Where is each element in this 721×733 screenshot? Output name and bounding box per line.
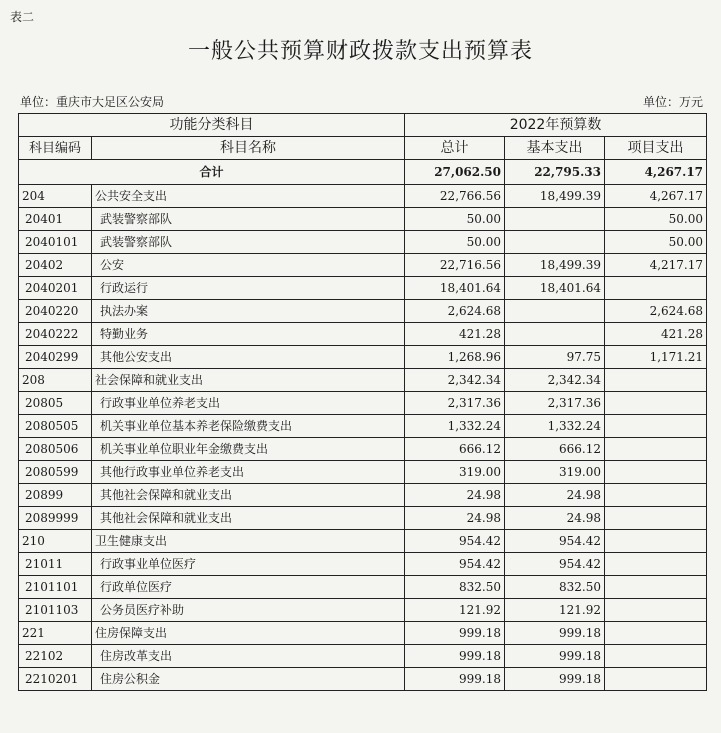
subject-code-cell: 2040222: [19, 323, 92, 346]
subject-name-cell: 社会保障和就业支出: [92, 369, 405, 392]
basic-expenditure-cell: 954.42: [505, 530, 605, 553]
project-expenditure-cell: [605, 461, 707, 484]
total-basic: 22,795.33: [505, 160, 605, 185]
basic-expenditure-cell: 999.18: [505, 622, 605, 645]
total-cell: 999.18: [405, 668, 505, 691]
subject-code-cell: 204: [19, 185, 92, 208]
project-expenditure-cell: [605, 438, 707, 461]
subject-code-cell: 20402: [19, 254, 92, 277]
basic-expenditure-cell: 954.42: [505, 553, 605, 576]
basic-expenditure-cell: 2,317.36: [505, 392, 605, 415]
subject-code-cell: 2101101: [19, 576, 92, 599]
total-label: 合计: [19, 160, 405, 185]
subject-name-cell: 特勤业务: [92, 323, 405, 346]
basic-expenditure-cell: 18,499.39: [505, 254, 605, 277]
table-row: [19, 323, 707, 346]
total-cell: 50.00: [405, 208, 505, 231]
project-expenditure-cell: [605, 277, 707, 300]
header-project-expenditure: 项目支出: [605, 137, 707, 160]
basic-expenditure-cell: [505, 300, 605, 323]
subject-name-cell: 其他社会保障和就业支出: [92, 507, 405, 530]
subject-name-cell: 住房公积金: [92, 668, 405, 691]
subject-code-cell: 2210201: [19, 668, 92, 691]
project-expenditure-cell: 50.00: [605, 231, 707, 254]
subject-name-cell: 公务员医疗补助: [92, 599, 405, 622]
basic-expenditure-cell: 18,401.64: [505, 277, 605, 300]
table-row: [19, 369, 707, 392]
table-row: [19, 300, 707, 323]
subject-name-cell: 其他公安支出: [92, 346, 405, 369]
subject-name-cell: 武装警察部队: [92, 208, 405, 231]
project-expenditure-cell: 2,624.68: [605, 300, 707, 323]
total-cell: 50.00: [405, 231, 505, 254]
basic-expenditure-cell: 832.50: [505, 576, 605, 599]
project-expenditure-cell: 50.00: [605, 208, 707, 231]
total-cell: 954.42: [405, 553, 505, 576]
table-row: [19, 530, 707, 553]
table-row: [19, 185, 707, 208]
project-expenditure-cell: [605, 622, 707, 645]
total-cell: 999.18: [405, 622, 505, 645]
basic-expenditure-cell: 121.92: [505, 599, 605, 622]
subject-code-cell: 2040201: [19, 277, 92, 300]
basic-expenditure-cell: 2,342.34: [505, 369, 605, 392]
subject-code-cell: 2080506: [19, 438, 92, 461]
project-expenditure-cell: 1,171.21: [605, 346, 707, 369]
table-row: [19, 553, 707, 576]
project-expenditure-cell: [605, 576, 707, 599]
subject-code-cell: 2040101: [19, 231, 92, 254]
subject-name-cell: 其他社会保障和就业支出: [92, 484, 405, 507]
subject-code-cell: 208: [19, 369, 92, 392]
subject-code-cell: 2040299: [19, 346, 92, 369]
header-subject-code: 科目编码: [19, 137, 92, 160]
basic-expenditure-cell: [505, 323, 605, 346]
subject-code-cell: 210: [19, 530, 92, 553]
header-basic-expenditure: 基本支出: [505, 137, 605, 160]
table-row: [19, 438, 707, 461]
total-cell: 2,342.34: [405, 369, 505, 392]
table-row: [19, 576, 707, 599]
unit-organization: 单位：重庆市大足区公安局: [20, 95, 165, 109]
project-expenditure-cell: [605, 599, 707, 622]
subject-code-cell: 2080505: [19, 415, 92, 438]
table-row: [19, 622, 707, 645]
subject-code-cell: 20401: [19, 208, 92, 231]
header-row-group: [19, 114, 707, 137]
total-cell: 22,766.56: [405, 185, 505, 208]
header-row-columns: [19, 137, 707, 160]
subject-code-cell: 20805: [19, 392, 92, 415]
table-tag: 表二: [10, 10, 35, 24]
total-cell: 22,716.56: [405, 254, 505, 277]
project-expenditure-cell: [605, 530, 707, 553]
basic-expenditure-cell: 24.98: [505, 484, 605, 507]
subject-code-cell: 2101103: [19, 599, 92, 622]
table-row: [19, 668, 707, 691]
subject-name-cell: 机关事业单位基本养老保险缴费支出: [92, 415, 405, 438]
table-row: [19, 277, 707, 300]
table-row: [19, 461, 707, 484]
basic-expenditure-cell: 319.00: [505, 461, 605, 484]
subject-name-cell: 住房保障支出: [92, 622, 405, 645]
table-row: [19, 231, 707, 254]
subject-code-cell: 2040220: [19, 300, 92, 323]
total-row: [19, 160, 707, 185]
subject-name-cell: 其他行政事业单位养老支出: [92, 461, 405, 484]
project-expenditure-cell: [605, 392, 707, 415]
table-row: [19, 599, 707, 622]
total-cell: 666.12: [405, 438, 505, 461]
total-cell: 24.98: [405, 507, 505, 530]
total-cell: 1,332.24: [405, 415, 505, 438]
table-row: [19, 392, 707, 415]
project-expenditure-cell: [605, 553, 707, 576]
total-project: 4,267.17: [605, 160, 707, 185]
project-expenditure-cell: [605, 484, 707, 507]
subject-name-cell: 机关事业单位职业年金缴费支出: [92, 438, 405, 461]
table-row: [19, 208, 707, 231]
page-title: 一般公共预算财政拨款支出预算表: [187, 39, 533, 64]
total-cell: 999.18: [405, 645, 505, 668]
subject-name-cell: 行政单位医疗: [92, 576, 405, 599]
project-expenditure-cell: [605, 668, 707, 691]
subject-name-cell: 执法办案: [92, 300, 405, 323]
total-cell: 121.92: [405, 599, 505, 622]
table-row: [19, 415, 707, 438]
basic-expenditure-cell: 24.98: [505, 507, 605, 530]
subject-name-cell: 行政事业单位医疗: [92, 553, 405, 576]
subject-code-cell: 2080599: [19, 461, 92, 484]
unit-currency: 单位：万元: [642, 95, 703, 109]
subject-code-cell: 22102: [19, 645, 92, 668]
subject-name-cell: 行政运行: [92, 277, 405, 300]
subject-name-cell: 住房改革支出: [92, 645, 405, 668]
table-row: [19, 507, 707, 530]
subject-name-cell: 行政事业单位养老支出: [92, 392, 405, 415]
project-expenditure-cell: 4,217.17: [605, 254, 707, 277]
header-function-category: 功能分类科目: [19, 114, 405, 137]
project-expenditure-cell: [605, 645, 707, 668]
total-cell: 832.50: [405, 576, 505, 599]
subject-code-cell: 221: [19, 622, 92, 645]
project-expenditure-cell: 421.28: [605, 323, 707, 346]
basic-expenditure-cell: 1,332.24: [505, 415, 605, 438]
basic-expenditure-cell: [505, 231, 605, 254]
basic-expenditure-cell: 999.18: [505, 645, 605, 668]
table-row: [19, 645, 707, 668]
subject-code-cell: 2089999: [19, 507, 92, 530]
project-expenditure-cell: [605, 415, 707, 438]
table-row: [19, 254, 707, 277]
basic-expenditure-cell: 999.18: [505, 668, 605, 691]
subject-code-cell: 20899: [19, 484, 92, 507]
project-expenditure-cell: [605, 369, 707, 392]
total-cell: 319.00: [405, 461, 505, 484]
project-expenditure-cell: [605, 507, 707, 530]
budget-table: [18, 113, 707, 691]
header-total: 总计: [405, 137, 505, 160]
total-cell: 421.28: [405, 323, 505, 346]
table-row: [19, 346, 707, 369]
subject-code-cell: 21011: [19, 553, 92, 576]
total-cell: 2,624.68: [405, 300, 505, 323]
header-subject-name: 科目名称: [92, 137, 405, 160]
total-sum: 27,062.50: [405, 160, 505, 185]
project-expenditure-cell: 4,267.17: [605, 185, 707, 208]
subject-name-cell: 卫生健康支出: [92, 530, 405, 553]
table-row: [19, 484, 707, 507]
header-year-budget: 2022年预算数: [405, 114, 707, 137]
total-cell: 18,401.64: [405, 277, 505, 300]
subject-name-cell: 公共安全支出: [92, 185, 405, 208]
total-cell: 24.98: [405, 484, 505, 507]
subject-name-cell: 武装警察部队: [92, 231, 405, 254]
total-cell: 2,317.36: [405, 392, 505, 415]
total-cell: 1,268.96: [405, 346, 505, 369]
basic-expenditure-cell: 666.12: [505, 438, 605, 461]
total-cell: 954.42: [405, 530, 505, 553]
basic-expenditure-cell: 97.75: [505, 346, 605, 369]
subject-name-cell: 公安: [92, 254, 405, 277]
basic-expenditure-cell: 18,499.39: [505, 185, 605, 208]
basic-expenditure-cell: [505, 208, 605, 231]
